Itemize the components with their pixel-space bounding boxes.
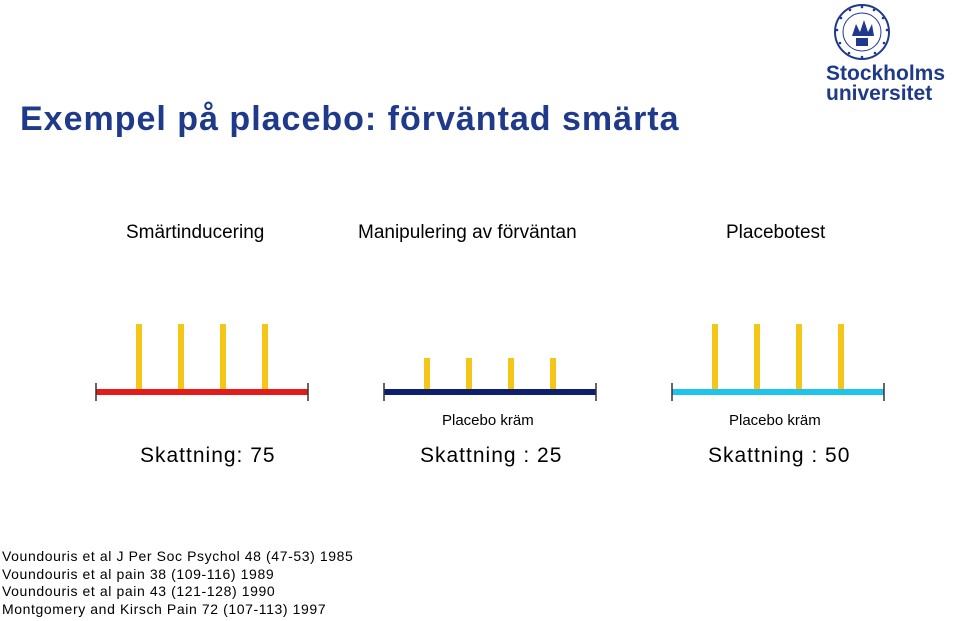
stimulus-tick	[136, 324, 142, 392]
stimulus-tick	[424, 358, 430, 392]
stage-2-cream-label: Placebo kräm	[442, 412, 534, 429]
stage-2-rating: Skattning : 25	[420, 444, 563, 467]
references	[2, 548, 353, 618]
stimulus-tick	[466, 358, 472, 392]
stimulus-tick	[796, 324, 802, 392]
stimulus-tick	[838, 324, 844, 392]
stage-1-rating: Skattning: 75	[140, 444, 276, 467]
stimulus-tick	[712, 324, 718, 392]
stage-3-stimulus	[672, 324, 884, 401]
stimulus-tick	[754, 324, 760, 392]
stage-3-heading: Placebotest	[726, 222, 826, 243]
stimulus-tick	[262, 324, 268, 392]
stimulus-tick	[220, 324, 226, 392]
stimulus-tick	[178, 324, 184, 392]
stage-3-cream-label: Placebo kräm	[729, 412, 821, 429]
timeline-bar	[384, 389, 596, 395]
stage-3-rating: Skattning : 50	[708, 444, 851, 467]
stimulus-tick	[550, 358, 556, 392]
reference-line: Montgomery and Kirsch Pain 72 (107-113) 1997	[2, 600, 327, 617]
reference-line: Voundouris et al pain 38 (109-116) 1989	[2, 565, 275, 582]
timeline-bar	[672, 389, 884, 395]
page-title: Exempel på placebo: förväntad smärta	[20, 100, 680, 138]
reference-line: Voundouris et al J Per Soc Psychol 48 (47-53) 1985	[2, 548, 354, 564]
stage-1-heading: Smärtinducering	[126, 222, 265, 243]
stage-1-stimulus	[96, 324, 308, 401]
timeline-bar	[96, 389, 308, 395]
logo-line-2: universitet	[826, 82, 933, 105]
logo-line-1: Stockholms	[826, 62, 946, 85]
reference-line: Voundouris et al pain 43 (121-128) 1990	[2, 583, 276, 599]
stage-2-stimulus	[384, 358, 596, 401]
stage-2-heading: Manipulering av förväntan	[358, 222, 577, 243]
stimulus-tick	[508, 358, 514, 392]
